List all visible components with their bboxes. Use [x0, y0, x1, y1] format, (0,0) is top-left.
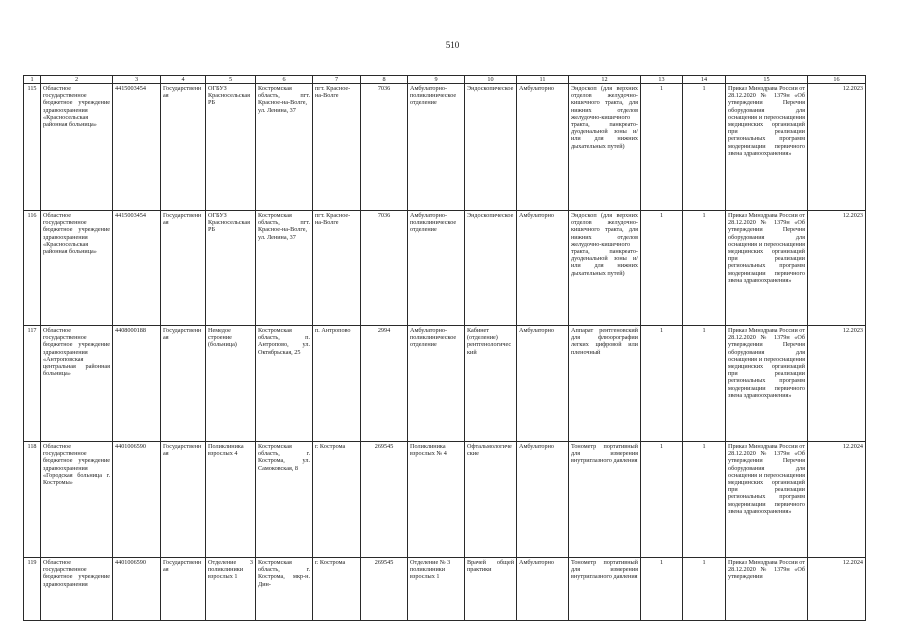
facility-name-cell: Отделение 3 поликлиники взрослых 1 — [206, 558, 256, 621]
ownership-type-cell: Государственная — [161, 558, 206, 621]
column-header: 10 — [465, 76, 517, 84]
address-cell: Костромская область, г. Кострома, ул. Самоковская, 8 — [256, 442, 313, 558]
organization-name-cell: Областное государственное бюджетное учреждение здравоохранения «Антроповская центральная районная больница» — [41, 326, 113, 442]
department-cell: Амбулаторно-поликлиническое отделение — [408, 211, 465, 326]
address-cell: Костромская область, пгт. Красное-на-Волге, ул. Ленина, 37 — [256, 84, 313, 211]
equipment-name-cell: Эндоскоп (для верхних отделов желудочно-кишечного тракта, для нижних отделов желудочно-кишечного тракта, панкреато-дуоденальной зоны и/или для нижних дыхательных путей) — [569, 211, 641, 326]
quantity-planned-cell: 1 — [641, 558, 683, 621]
column-header: 2 — [41, 76, 113, 84]
column-header: 8 — [361, 76, 408, 84]
column-header: 6 — [256, 76, 313, 84]
table-row — [24, 442, 866, 558]
quantity-planned-cell: 1 — [641, 211, 683, 326]
column-header: 14 — [683, 76, 726, 84]
column-header: 4 — [161, 76, 206, 84]
row-number-cell: 118 — [24, 442, 41, 558]
table-body — [24, 84, 866, 621]
care-type-cell: Амбулаторно — [517, 211, 569, 326]
inn-code-cell: 4408000188 — [113, 326, 161, 442]
address-cell: Костромская область, п. Антропово, ул. Октябрьская, 25 — [256, 326, 313, 442]
column-header: 12 — [569, 76, 641, 84]
quantity-total-cell: 1 — [683, 84, 726, 211]
department-cell: Поликлиника взрослых № 4 — [408, 442, 465, 558]
quantity-total-cell: 1 — [683, 326, 726, 442]
delivery-date-cell: 12.2023 — [808, 326, 866, 442]
column-header: 11 — [517, 76, 569, 84]
location-code-cell: 2994 — [361, 326, 408, 442]
quantity-planned-cell: 1 — [641, 326, 683, 442]
row-number-cell: 119 — [24, 558, 41, 621]
quantity-planned-cell: 1 — [641, 84, 683, 211]
department-cell: Амбулаторно-поликлиническое отделение — [408, 326, 465, 442]
regulation-cell: Приказ Минздрава России от 28.12.2020 № 1379н «Об утверждении — [726, 558, 808, 621]
column-header: 1 — [24, 76, 41, 84]
equipment-name-cell: Тонометр портативный для измерения внутриглазного давления — [569, 558, 641, 621]
care-type-cell: Амбулаторно — [517, 442, 569, 558]
table-row — [24, 558, 866, 621]
column-header: 9 — [408, 76, 465, 84]
care-type-cell: Амбулаторно — [517, 558, 569, 621]
locality-cell: п. Антропово — [313, 326, 361, 442]
row-number-cell: 116 — [24, 211, 41, 326]
ownership-type-cell: Государственная — [161, 84, 206, 211]
cabinet-type-cell: Эндоскопическое — [465, 84, 517, 211]
delivery-date-cell: 12.2024 — [808, 558, 866, 621]
facility-name-cell: Немедое строение (больница) — [206, 326, 256, 442]
ownership-type-cell: Государственная — [161, 442, 206, 558]
inn-code-cell: 4401006590 — [113, 442, 161, 558]
column-header: 16 — [808, 76, 866, 84]
quantity-total-cell: 1 — [683, 211, 726, 326]
cabinet-type-cell: Эндоскопическое — [465, 211, 517, 326]
department-cell: Амбулаторно-поликлиническое отделение — [408, 84, 465, 211]
column-header: 5 — [206, 76, 256, 84]
inn-code-cell: 4415003454 — [113, 84, 161, 211]
location-code-cell: 7036 — [361, 211, 408, 326]
header-row — [24, 76, 866, 84]
delivery-date-cell: 12.2024 — [808, 442, 866, 558]
location-code-cell: 269545 — [361, 558, 408, 621]
equipment-name-cell: Эндоскоп (для верхних отделов желудочно-кишечного тракта, для нижних отделов желудочно-кишечного тракта, панкреато-дуоденальной зоны и/или для нижних дыхательных путей) — [569, 84, 641, 211]
equipment-name-cell: Тонометр портативный для измерения внутриглазного давления — [569, 442, 641, 558]
delivery-date-cell: 12.2023 — [808, 211, 866, 326]
regulation-cell: Приказ Минздрава России от 28.12.2020 № 1379н «Об утверждении Перечня оборудования для оснащения и переоснащения медицинских организаций при реализации региональных программ модернизации первичного звена здравоохранения» — [726, 442, 808, 558]
table-row — [24, 211, 866, 326]
row-number-cell: 115 — [24, 84, 41, 211]
delivery-date-cell: 12.2023 — [808, 84, 866, 211]
location-code-cell: 7036 — [361, 84, 408, 211]
regulation-cell: Приказ Минздрава России от 28.12.2020 № 1379н «Об утверждении Перечня оборудования для оснащения и переоснащения медицинских организаций при реализации региональных программ модернизации первичного звена здравоохранения» — [726, 211, 808, 326]
row-number-cell: 117 — [24, 326, 41, 442]
address-cell: Костромская область, г. Кострома, мкр-н. Дин- — [256, 558, 313, 621]
quantity-total-cell: 1 — [683, 558, 726, 621]
cabinet-type-cell: Офтальмологические — [465, 442, 517, 558]
table-row — [24, 326, 866, 442]
quantity-planned-cell: 1 — [641, 442, 683, 558]
facility-name-cell: ОГБУЗ Красносельская РБ — [206, 84, 256, 211]
care-type-cell: Амбулаторно — [517, 326, 569, 442]
locality-cell: г. Кострома — [313, 442, 361, 558]
column-header: 3 — [113, 76, 161, 84]
column-header: 7 — [313, 76, 361, 84]
table-row — [24, 84, 866, 211]
cabinet-type-cell: Врачей общей практики — [465, 558, 517, 621]
care-type-cell: Амбулаторно — [517, 84, 569, 211]
location-code-cell: 269545 — [361, 442, 408, 558]
ownership-type-cell: Государственная — [161, 326, 206, 442]
regulation-cell: Приказ Минздрава России от 28.12.2020 № 1379н «Об утверждении Перечня оборудования для оснащения и переоснащения медицинских организаций при реализации региональных программ модернизации первичного звена здравоохранения» — [726, 326, 808, 442]
organization-name-cell: Областное государственное бюджетное учреждение здравоохранения «Красносельская районная больница» — [41, 84, 113, 211]
organization-name-cell: Областное государственное бюджетное учреждение здравоохранения «Красносельская районная больница» — [41, 211, 113, 326]
equipment-table — [23, 75, 866, 621]
cabinet-type-cell: Кабинет (отделение) рентгенологический — [465, 326, 517, 442]
organization-name-cell: Областное государственное бюджетное учреждение здравоохранения — [41, 558, 113, 621]
equipment-name-cell: Аппарат рентгеновский для флюорографии легких цифровой или пленочный — [569, 326, 641, 442]
regulation-cell: Приказ Минздрава России от 28.12.2020 № 1379н «Об утверждении Перечня оборудования для оснащения и переоснащения медицинских организаций при реализации региональных программ модернизации первичного звена здравоохранения» — [726, 84, 808, 211]
inn-code-cell: 4401006590 — [113, 558, 161, 621]
locality-cell: г. Кострома — [313, 558, 361, 621]
inn-code-cell: 4415003454 — [113, 211, 161, 326]
column-header: 13 — [641, 76, 683, 84]
ownership-type-cell: Государственная — [161, 211, 206, 326]
facility-name-cell: ОГБУЗ Красносельская РБ — [206, 211, 256, 326]
quantity-total-cell: 1 — [683, 442, 726, 558]
address-cell: Костромская область, пгт. Красное-на-Волге, ул. Ленина, 37 — [256, 211, 313, 326]
locality-cell: пгт. Красное-на-Волге — [313, 84, 361, 211]
department-cell: Отделение № 3 поликлиники взрослых 1 — [408, 558, 465, 621]
organization-name-cell: Областное государственное бюджетное учреждение здравоохранения «Городская больница г. Костромы» — [41, 442, 113, 558]
page-number: 510 — [445, 40, 460, 50]
locality-cell: пгт. Красное-на-Волге — [313, 211, 361, 326]
facility-name-cell: Поликлиника взрослых 4 — [206, 442, 256, 558]
column-header: 15 — [726, 76, 808, 84]
